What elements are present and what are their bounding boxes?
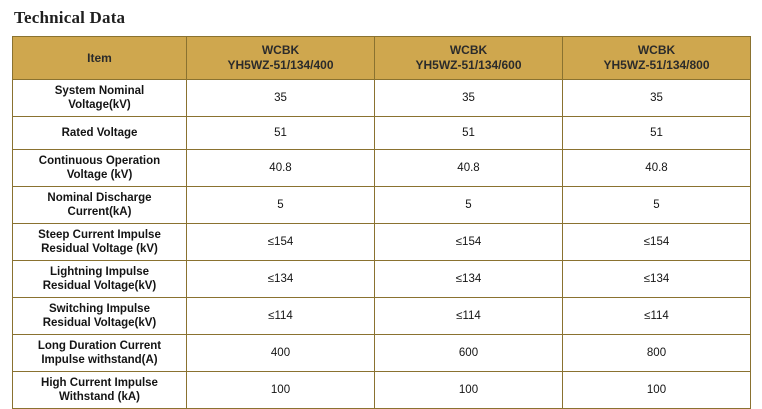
column-header-item-line1: Item	[87, 50, 112, 65]
column-header-model-400-line1: WCBK	[261, 43, 300, 57]
row-label-line1: Continuous Operation	[38, 155, 161, 168]
cell-value: 5	[375, 187, 563, 224]
cell-value: ≤154	[187, 224, 375, 261]
cell-value: ≤154	[375, 224, 563, 261]
table-header	[13, 37, 751, 80]
table-row	[13, 224, 751, 261]
table-row	[13, 298, 751, 335]
row-label-nominal-discharge-current	[13, 187, 187, 224]
column-header-model-600-line2: YH5WZ-51/134/600	[415, 58, 522, 72]
table-row	[13, 187, 751, 224]
cell-value: 5	[187, 187, 375, 224]
column-header-model-800-line1: WCBK	[637, 43, 676, 57]
cell-value: 800	[563, 335, 751, 372]
row-label-line2: Voltage (kV)	[66, 169, 133, 182]
row-label-line1: Rated Voltage	[61, 127, 138, 140]
row-label-line1: Long Duration Current	[37, 340, 162, 353]
row-label-line2: Current(kA)	[67, 206, 132, 219]
technical-data-table	[12, 36, 751, 409]
cell-value: ≤134	[563, 261, 751, 298]
row-label-line2: Withstand (kA)	[58, 391, 141, 404]
row-label-continuous-operation-voltage	[13, 150, 187, 187]
row-label-steep-current-impulse-residual-voltage	[13, 224, 187, 261]
row-label-system-nominal-voltage	[13, 80, 187, 117]
cell-value: 51	[187, 117, 375, 150]
table-row	[13, 261, 751, 298]
row-label-line1: Lightning Impulse	[49, 266, 150, 279]
cell-value: ≤114	[187, 298, 375, 335]
row-label-line2: Residual Voltage(kV)	[42, 280, 157, 293]
cell-value: 100	[563, 372, 751, 409]
cell-value: 40.8	[563, 150, 751, 187]
table-row	[13, 150, 751, 187]
cell-value: 5	[563, 187, 751, 224]
cell-value: ≤114	[375, 298, 563, 335]
row-label-long-duration-current-impulse-withstand	[13, 335, 187, 372]
cell-value: 40.8	[375, 150, 563, 187]
cell-value: ≤134	[375, 261, 563, 298]
table-body	[13, 80, 751, 409]
cell-value: 600	[375, 335, 563, 372]
column-header-model-800	[563, 37, 751, 80]
cell-value: 100	[187, 372, 375, 409]
page-title: Technical Data	[14, 8, 126, 27]
row-label-line1: High Current Impulse	[41, 377, 158, 390]
row-label-line1: Nominal Discharge	[47, 192, 152, 205]
cell-value: ≤134	[187, 261, 375, 298]
table-row	[13, 335, 751, 372]
row-label-line2: Voltage(kV)	[68, 99, 131, 112]
table-header-row	[13, 37, 751, 80]
cell-value: 35	[563, 80, 751, 117]
row-label-line2: Impulse withstand(A)	[41, 354, 158, 367]
row-label-lightning-impulse-residual-voltage	[13, 261, 187, 298]
cell-value: 35	[187, 80, 375, 117]
row-label-line1: Steep Current Impulse	[38, 229, 161, 242]
row-label-high-current-impulse-withstand	[13, 372, 187, 409]
row-label-line2: Residual Voltage (kV)	[41, 243, 158, 256]
cell-value: 51	[563, 117, 751, 150]
row-label-switching-impulse-residual-voltage	[13, 298, 187, 335]
table-row	[13, 372, 751, 409]
column-header-model-600	[375, 37, 563, 80]
cell-value: 400	[187, 335, 375, 372]
row-label-line1: System Nominal	[54, 85, 145, 97]
cell-value: ≤114	[563, 298, 751, 335]
cell-value: 51	[375, 117, 563, 150]
column-header-model-600-line1: WCBK	[449, 43, 488, 57]
table-row	[13, 117, 751, 150]
row-label-line2: Residual Voltage(kV)	[42, 317, 157, 330]
column-header-model-800-line2: YH5WZ-51/134/800	[603, 58, 710, 72]
column-header-model-400-line2: YH5WZ-51/134/400	[227, 58, 334, 72]
table-row	[13, 80, 751, 117]
row-label-rated-voltage	[13, 117, 187, 150]
column-header-model-400	[187, 37, 375, 80]
row-label-line1: Switching Impulse	[49, 303, 150, 316]
cell-value: 100	[375, 372, 563, 409]
column-header-item	[13, 37, 187, 80]
cell-value: 35	[375, 80, 563, 117]
cell-value: ≤154	[563, 224, 751, 261]
cell-value: 40.8	[187, 150, 375, 187]
